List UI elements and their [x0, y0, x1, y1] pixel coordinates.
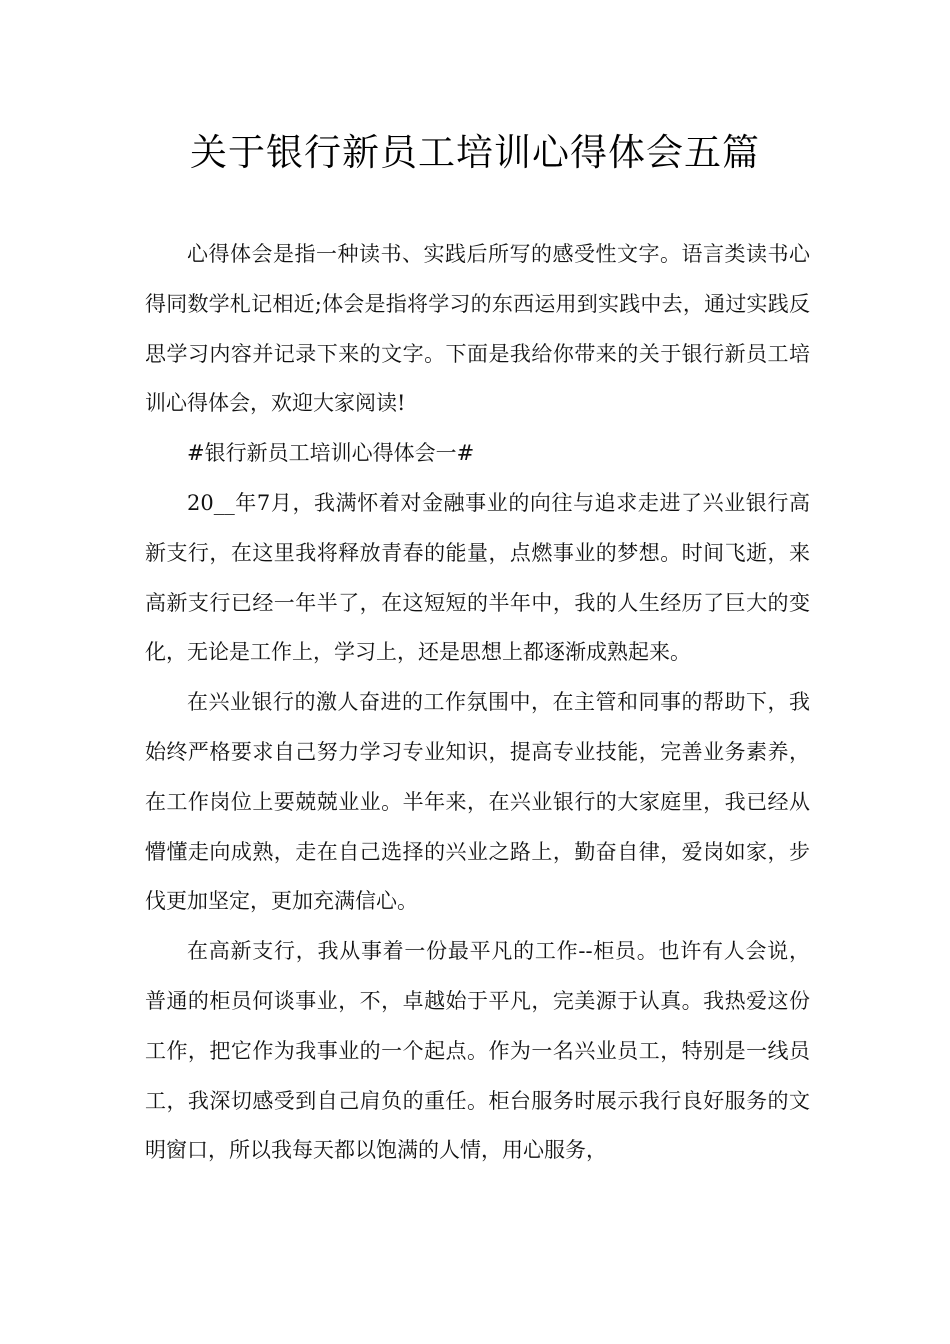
paragraph-intro: 心得体会是指一种读书、实践后所写的感受性文字。语言类读书心得同数学札记相近;体会是指将学习的东西运用到实践中去，通过实践反思学习内容并记录下来的文字。下面是我给你带来的关于银行新员工培训心得体会，欢迎大家阅读!	[145, 242, 810, 416]
paragraph-2: 在兴业银行的激人奋进的工作氛围中，在主管和同事的帮助下，我始终严格要求自己努力学习专业知识，提高专业技能，完善业务素养，在工作岗位上要兢兢业业。半年来，在兴业银行的大家庭里，我已经从懵懂走向成熟，走在自己选择的兴业之路上，勤奋自律，爱岗如家，步伐更加坚定，更加充满信心。	[145, 690, 810, 914]
document-title: 关于银行新员工培训心得体会五篇	[190, 131, 760, 174]
document-body	[145, 230, 810, 1176]
paragraph-3: 在高新支行，我从事着一份最平凡的工作--柜员。也许有人会说，普通的柜员何谈事业，不，卓越始于平凡，完美源于认真。我热爱这份工作，把它作为我事业的一个起点。作为一名兴业员工，特别是一线员工，我深切感受到自己肩负的重任。柜台服务时展示我行良好服务的文明窗口，所以我每天都以饱满的人情，用心服务，	[145, 939, 810, 1163]
section-heading: #银行新员工培训心得体会一#	[187, 441, 475, 466]
paragraph-1: 20__年7月，我满怀着对金融事业的向往与追求走进了兴业银行高新支行，在这里我将释放青春的能量，点燃事业的梦想。时间飞逝，来高新支行已经一年半了，在这短短的半年中，我的人生经历了巨大的变化，无论是工作上，学习上，还是思想上都逐渐成熟起来。	[145, 490, 810, 665]
